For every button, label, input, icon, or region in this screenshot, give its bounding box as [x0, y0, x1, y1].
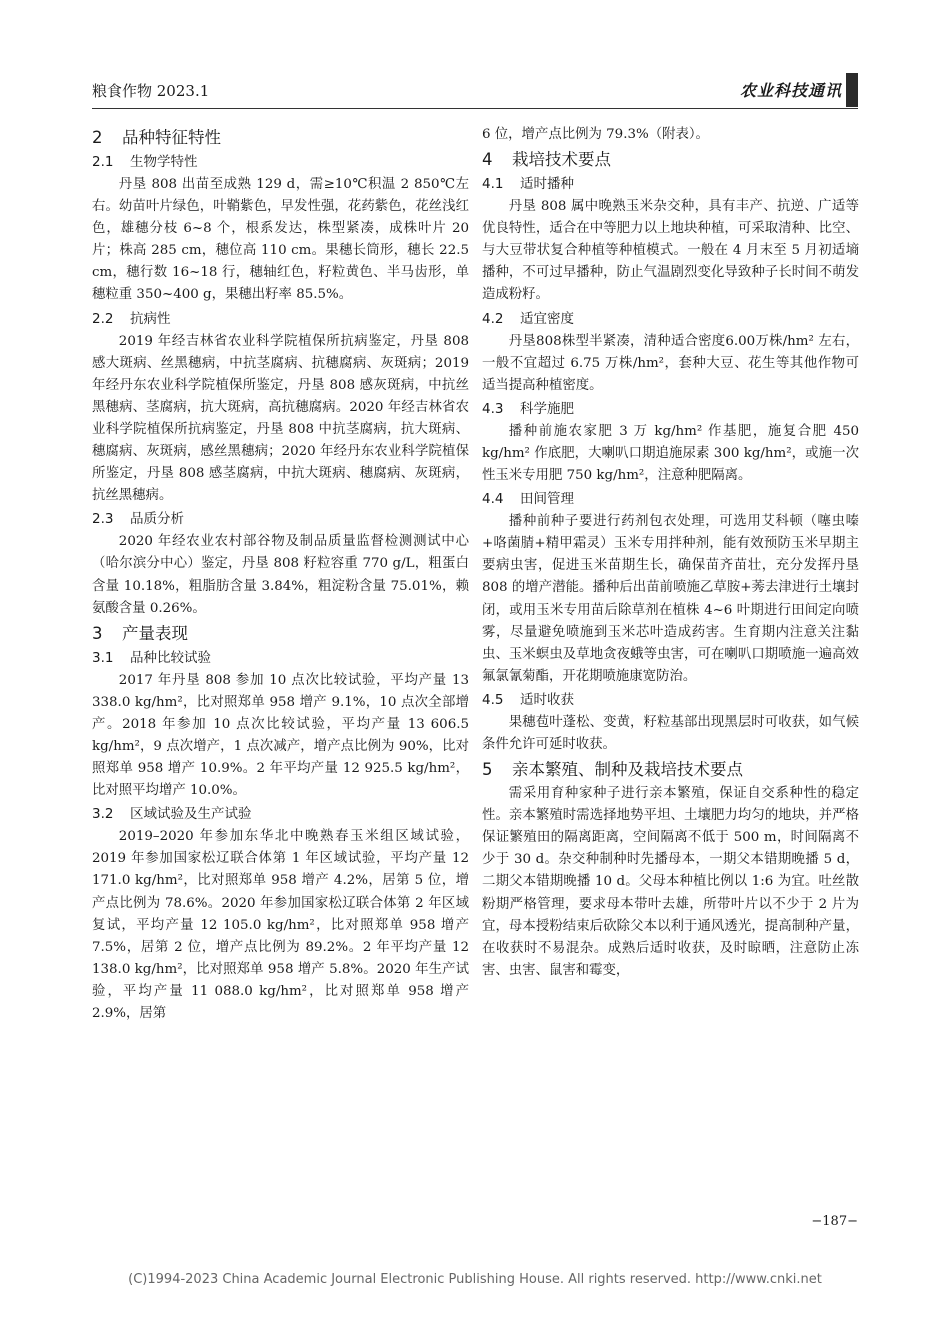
section-number: 5 [482, 760, 493, 780]
subsection-title: 品质分析 [130, 511, 184, 528]
subsection-title: 适宜密度 [520, 310, 574, 327]
paragraph: 需采用育种家种子进行亲本繁殖，保证自交系种性的稳定性。亲本繁殖时需选择地势平坦、土壤肥力均匀的地块，并严格保证繁殖田的隔离距离，空间隔离不低于 500 m，时间隔离不少于 30 d。杂交种制种时先播母本，一期父本错期晚播 5 d，二期父本错期晚播 10 d。父母本种植比例以 1:6 为宜。吐丝散粉期严格管理，要求母本带叶去雄，所带叶片以不少于 2 片为宜，母本授粉结束后砍除父本以利于通风透光，提高制种产量，在收获时不易混杂。成熟后适时收获，及时晾晒，注意防止冻害、虫害、鼠害和霉变， [482, 786, 859, 978]
subsection-number: 4.4 [482, 491, 504, 508]
subsection-number: 3.1 [92, 649, 114, 666]
subsection-heading [92, 151, 469, 173]
subsection-heading [482, 398, 859, 420]
subsection-heading [482, 689, 859, 711]
section-heading [92, 126, 469, 150]
subsection-title: 生物学特性 [130, 154, 198, 170]
paragraph: 2017 年丹垦 808 参加 10 点次比较试验，平均产量 13 338.0 kg/hm²，比对照郑单 958 增产 9.1%，10 点次全部增产。2018 年参加 10 点次比较试验，平均产量 13 606.5 kg/hm²，9 点次增产，1 点次减产，增产点比例为 90%，比对照郑单 958 增产 10.9%。2 年平均产量 12 925.5 kg/hm²，比对照平均增产 10.0%。 [92, 672, 469, 799]
paragraph: 播种前种子要进行药剂包衣处理，可选用艾科顿（噻虫嗪+咯菌腈+精甲霜灵）玉米专用拌种剂，能有效预防玉米早期主要病虫害，促进玉米苗期生长，确保苗齐苗壮，充分发挥丹垦 808 的增产潜能。播种后出苗前喷施乙草胺+莠去津进行土壤封闭，或用玉米专用苗后除草剂在植株 4~6 叶期进行田间定向喷雾，尽量避免喷施到玉米芯叶造成药害。生育期内注意关注黏虫、玉米螟虫及草地贪夜蛾等虫害，可在喇叭口期喷施一遍高效氟氯氰菊酯，开花期喷施康宽防治。 [482, 514, 859, 684]
right-column [482, 124, 859, 982]
section-heading [482, 758, 859, 782]
subsection-title: 适时播种 [520, 176, 574, 193]
section-heading [482, 148, 859, 172]
header-bar-decoration [846, 73, 858, 107]
paragraph: 2020 年经农业农村部谷物及制品质量监督检测测试中心（哈尔滨分中心）鉴定，丹垦 808 籽粒容重 770 g/L，粗蛋白含量 10.18%，粗脂肪含量 3.84%，粗淀粉含量 75.01%，赖氨酸含量 0.26%。 [92, 534, 469, 616]
header-rule [92, 108, 858, 109]
subsection-heading [92, 803, 469, 825]
section-number: 3 [92, 623, 103, 643]
paragraph: 丹垦 808 属中晚熟玉米杂交种，具有丰产、抗逆、广适等优良特性，适合在中等肥力以上地块种植，可采取清种、比空、与大豆带状复合种植等种植模式。一般在 4 月末至 5 月初适墒播种，不可过早播种，防止气温剧烈变化导致种子长时间不萌发造成粉籽。 [482, 199, 859, 303]
paragraph: 丹垦808株型半紧凑，清种适合密度6.00万株/hm² 左右，一般不宜超过 6.75 万株/hm²，套种大豆、花生等其他作物可适当提高种植密度。 [482, 333, 859, 393]
paragraph: 2019–2020 年参加东华北中晚熟春玉米组区域试验，2019 年参加国家松辽联合体第 1 年区域试验，平均产量 12 171.0 kg/hm²，比对照郑单 958 增产 4.2%，居第 5 位，增产点比例为 78.6%。2020 年参加国家松辽联合体第 2 年区域复试，平均产量 12 105.0 kg/hm²，比对照郑单 958 增产 7.5%，居第 2 位，增产点比例为 89.2%。2 年平均产量 12 138.0 kg/hm²，比对照郑单 958 增产 5.8%。2020 年生产试验，平均产量 11 088.0 kg/hm²，比对照郑单 958 增产 2.9%，居第 [92, 829, 469, 1021]
paragraph: 果穗苞叶蓬松、变黄，籽粒基部出现黑层时可收获，如气候条件允许可延时收获。 [482, 714, 859, 752]
subsection-number: 2.1 [92, 154, 114, 170]
subsection-heading [92, 647, 469, 669]
subsection-heading [482, 488, 859, 510]
section-number: 4 [482, 150, 493, 170]
section-number: 2 [92, 128, 103, 147]
section-heading [92, 622, 469, 646]
subsection-number: 4.3 [482, 400, 504, 417]
subsection-number: 2.3 [92, 511, 114, 528]
section-title: 亲本繁殖、制种及栽培技术要点 [512, 760, 743, 780]
section-title: 产量表现 [122, 623, 188, 643]
subsection-number: 2.2 [92, 310, 114, 327]
subsection-number: 4.1 [482, 176, 504, 193]
page-number: −187− [811, 1214, 858, 1229]
subsection-heading [92, 508, 469, 530]
subsection-title: 科学施肥 [520, 400, 574, 417]
subsection-title: 田间管理 [520, 491, 574, 508]
subsection-heading [92, 308, 469, 330]
section-title: 品种特征特性 [122, 128, 221, 147]
journal-header: 粮食作物 2023.1 [92, 82, 210, 100]
subsection-title: 区域试验及生产试验 [130, 806, 252, 823]
subsection-heading [482, 308, 859, 330]
subsection-title: 品种比较试验 [130, 649, 211, 666]
copyright-footer: (C)1994-2023 China Academic Journal Electronic Publishing House. All rights reserved. http://www.cnki.net [128, 1272, 822, 1287]
subsection-heading [482, 173, 859, 195]
subsection-title: 适时收获 [520, 691, 574, 708]
paragraph: 播种前施农家肥 3 万 kg/hm² 作基肥，施复合肥 450 kg/hm² 作底肥，大喇叭口期追施尿素 300 kg/hm²，或施一次性玉米专用肥 750 kg/hm²，注意种肥隔离。 [482, 423, 859, 484]
paragraph-continued: 6 位，增产点比例为 79.3%（附表）。 [482, 127, 709, 142]
journal-logo: 农业科技通讯 [739, 81, 842, 100]
subsection-title: 抗病性 [130, 310, 171, 327]
subsection-number: 4.5 [482, 691, 504, 708]
subsection-number: 3.2 [92, 806, 114, 823]
section-title: 栽培技术要点 [512, 150, 611, 170]
paragraph: 丹垦 808 出苗至成熟 129 d，需≥10℃积温 2 850℃左右。幼苗叶片绿色，叶鞘紫色，早发性强，花药紫色，花丝浅红色，雄穗分枝 6~8 个，根系发达，株型紧凑，成株叶片 20 片；株高 285 cm，穗位高 110 cm。果穗长筒形，穗长 22.5 cm，穗行数 16~18 行，穗轴红色，籽粒黄色、半马齿形，单穗粒重 350~400 g，果穗出籽率 85.5%。 [92, 177, 469, 303]
paragraph: 2019 年经吉林省农业科学院植保所抗病鉴定，丹垦 808 感大斑病、丝黑穗病，中抗茎腐病、抗穗腐病、灰斑病；2019 年经丹东农业科学院植保所鉴定，丹垦 808 感灰斑病，中抗丝黑穗病、茎腐病，抗大斑病，高抗穗腐病。2020 年经吉林省农业科学院植保所抗病鉴定，丹垦 808 中抗茎腐病，抗大斑病、穗腐病、灰斑病，感丝黑穗病；2020 年经丹东农业科学院植保所鉴定，丹垦 808 感茎腐病，中抗大斑病、穗腐病、灰斑病，抗丝黑穗病。 [92, 333, 469, 504]
left-column [92, 124, 469, 1025]
subsection-number: 4.2 [482, 310, 504, 327]
